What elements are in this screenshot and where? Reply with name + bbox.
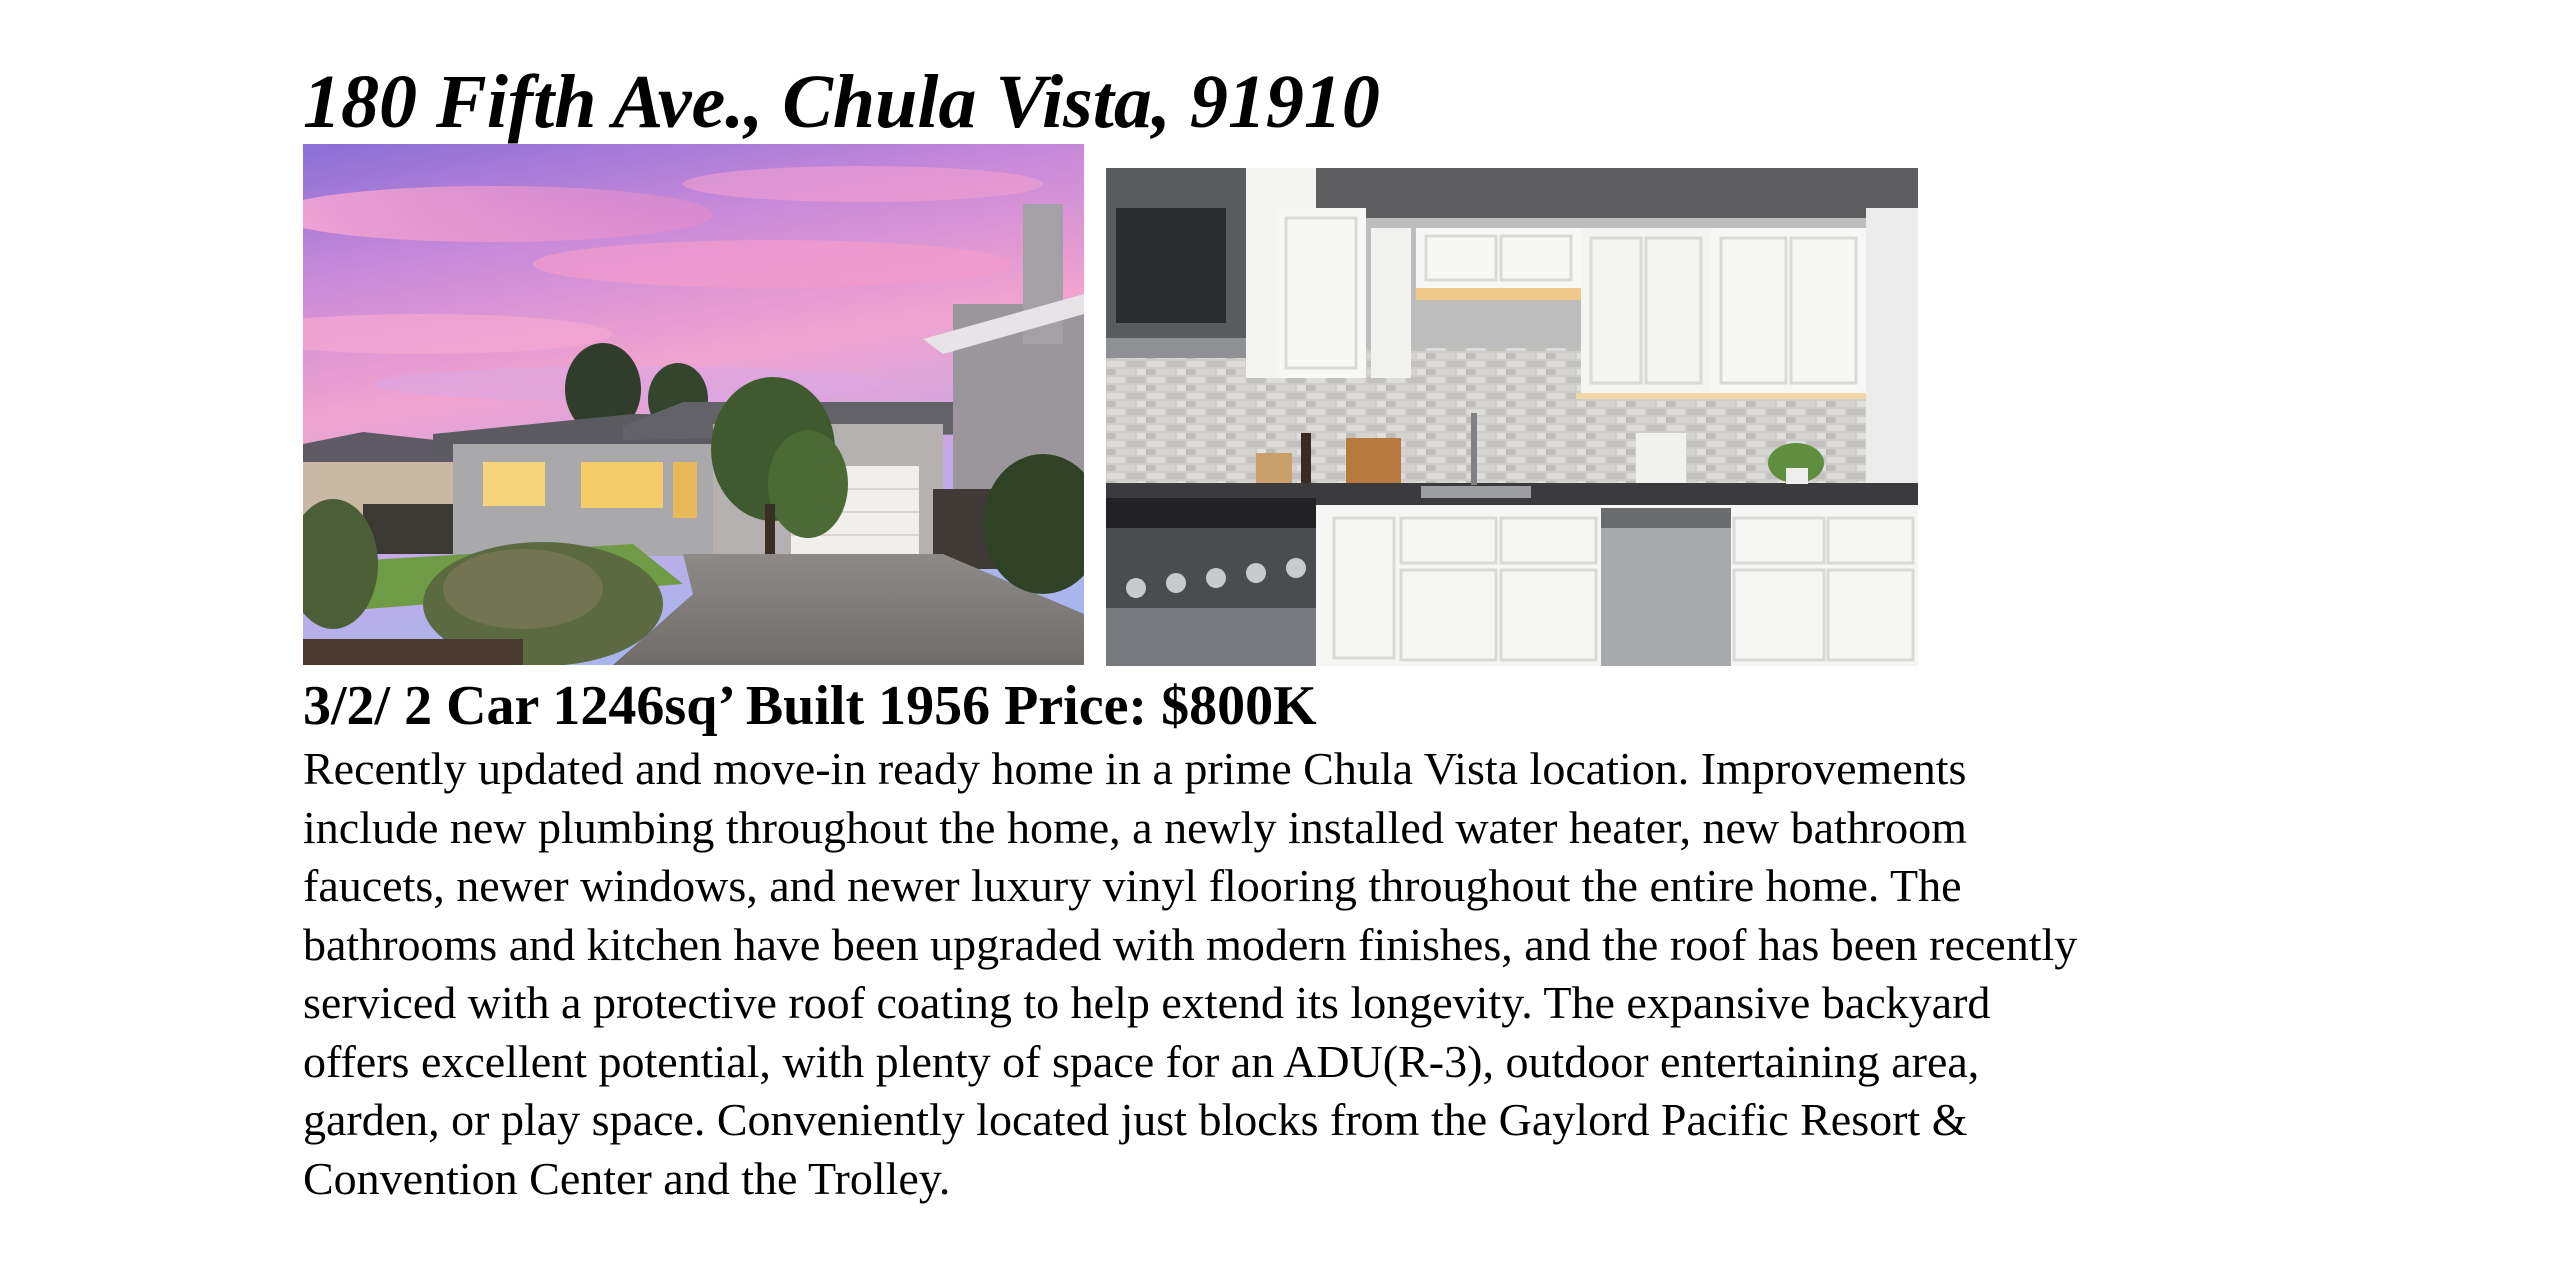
description-line: bathrooms and kitchen have been upgraded with modern finishes, and the roof has been recently <box>303 918 2078 970</box>
house-exterior-illustration <box>303 144 1084 665</box>
description-line: Convention Center and the Trolley. <box>303 1152 951 1204</box>
description-line: garden, or play space. Conveniently located just blocks from the Gaylord Pacific Resort & <box>303 1094 1968 1145</box>
kitchen-illustration <box>1106 168 1918 666</box>
kitchen-photo <box>1106 168 1918 666</box>
listing-address-title: 180 Fifth Ave., Chula Vista, 91910 <box>303 60 1380 144</box>
description-line: serviced with a protective roof coating to help extend its longevity. The expansive backyard <box>303 977 1991 1028</box>
description-line: offers excellent potential, with plenty of space for an ADU(R-3), outdoor entertaining area, <box>303 1035 1980 1087</box>
house-exterior-photo <box>303 144 1084 665</box>
description-line: faucets, newer windows, and newer luxury vinyl flooring throughout the entire home. The <box>303 860 1962 911</box>
description-line: include new plumbing throughout the home, a newly installed water heater, new bathroom <box>303 801 1967 853</box>
listing-summary: 3/2/ 2 Car 1246sq’ Built 1956 Price: $800K <box>303 675 1317 737</box>
listing-description <box>303 740 2303 1208</box>
description-line: Recently updated and move-in ready home in a prime Chula Vista location. Improvements <box>303 743 1967 794</box>
